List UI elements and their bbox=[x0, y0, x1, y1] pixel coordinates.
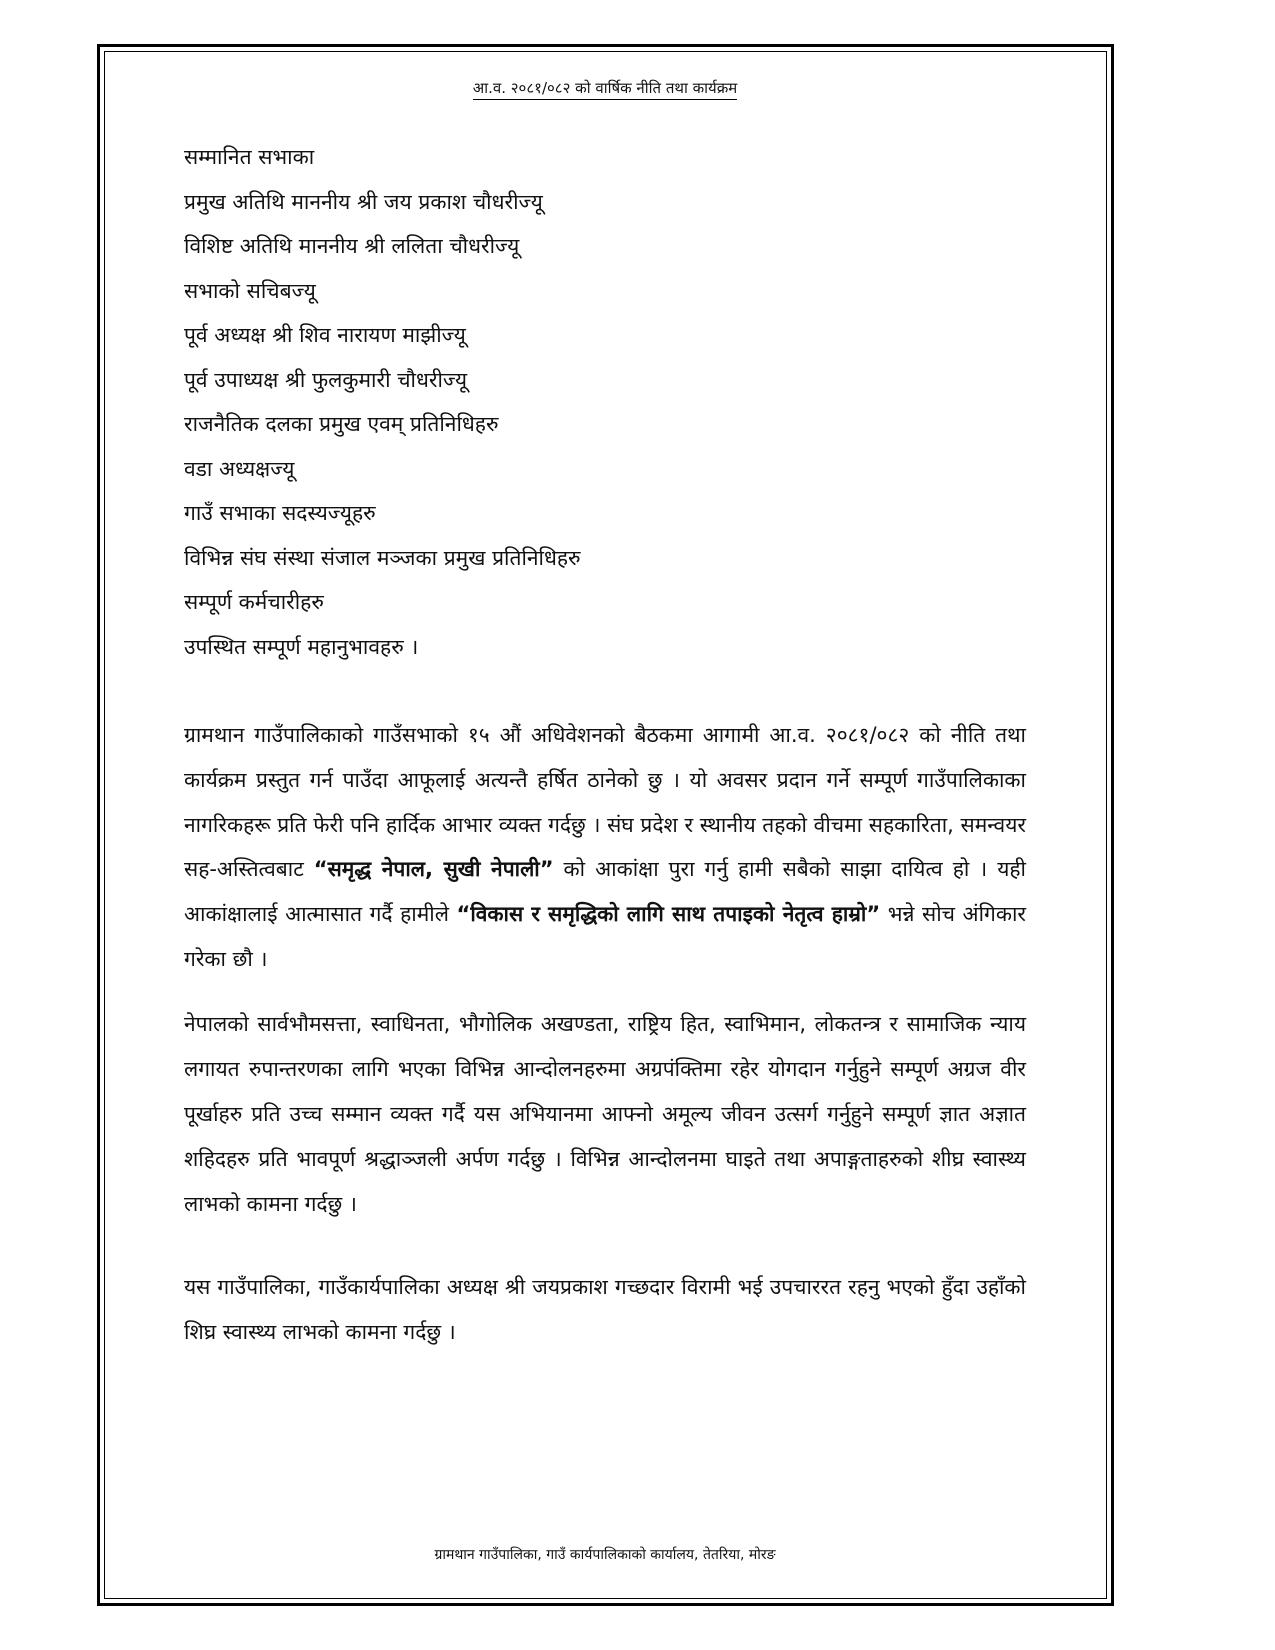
salutation-line: गाउँ सभाका सदस्यज्यूहरु bbox=[184, 501, 376, 525]
salutation-line: प्रमुख अतिथि माननीय श्री जय प्रकाश चौधरीज्यू bbox=[184, 189, 543, 214]
salutation-line: सम्पूर्ण कर्मचारीहरु bbox=[184, 590, 324, 614]
salutation-line: उपस्थित सम्पूर्ण महानुभावहरु । bbox=[184, 634, 419, 659]
salutation-line: विभिन्न संघ संस्था संजाल मञ्जका प्रमुख प्रतिनिधिहरु bbox=[184, 545, 581, 570]
paragraph-intro bbox=[184, 713, 1026, 982]
header-title: आ.व. २०८१/०८२ को वार्षिक नीति तथा कार्यक्रम bbox=[473, 79, 737, 100]
paragraph-text: भन्ने सोच अंगिकार गरेका छौ । bbox=[184, 902, 1026, 971]
salutation-line: वडा अध्यक्षज्यू bbox=[184, 456, 295, 481]
page-footer bbox=[0, 1545, 1210, 1564]
slogan-development: “विकास र समृद्धिको लागि साथ तपाइको नेतृत्व हाम्रो” bbox=[456, 902, 881, 927]
page-header bbox=[0, 78, 1210, 98]
paragraph-text: को आकांक्षा पुरा गर्नु हामी सबैको साझा दायित्व हो । यही आकांक्षालाई आत्मासात गर्दै हामीले bbox=[184, 857, 1027, 927]
paragraph-text: ग्रामथान गाउँपालिकाको गाउँसभाको १५ औं अधिवेशनको बैठकमा आगामी आ.व. २०८१/०८२ को नीति तथा कार्यक्रम प्रस्तुत गर्न पाउँदा आफूलाई अत्यन्तै हर्षित ठानेको छु । यो अवसर प्रदान गर्ने सम्पूर्ण गाउँपालिकाका नागरिकहरू प्रति फेरी पनि हार्दिक आभार व्यक्त गर्दछु । संघ प्रदेश र स्थानीय तहको वीचमा सहकारिता, समन्वयर सह-अस्तित्वबाट bbox=[184, 723, 1026, 882]
slogan-prosperous-nepal: “समृद्ध नेपाल, सुखी नेपाली” bbox=[313, 857, 554, 882]
salutation-line: सभाको सचिबज्यू bbox=[184, 278, 316, 303]
salutation-line: पूर्व उपाध्यक्ष श्री फुलकुमारी चौधरीज्यू bbox=[184, 367, 468, 392]
salutation-line: सम्मानित सभाका bbox=[184, 145, 315, 169]
salutation-line: विशिष्ट अतिथि माननीय श्री ललिता चौधरीज्यू bbox=[184, 234, 520, 258]
paragraph-tribute: नेपालको सार्वभौमसत्ता, स्वाधिनता, भौगोलिक अखण्डता, राष्ट्रिय हित, स्वाभिमान, लोकतन्त्र र सामाजिक न्याय लगायत रुपान्तरणका लागि भएका विभिन्न आन्दोलनहरुमा अग्रपंक्तिमा रहेर योगदान गर्नुहुने सम्पूर्ण अग्रज वीर पूर्खाहरु प्रति उच्च सम्मान व्यक्त गर्दै यस अभियानमा आफ्नो अमूल्य जीवन उत्सर्ग गर्नुहुने सम्पूर्ण ज्ञात अज्ञात शहिदहरु प्रति भावपूर्ण श्रद्धाञ्जली अर्पण गर्दछु । विभिन्न आन्दोलनमा घाइते तथा अपाङ्गताहरुको शीघ्र स्वास्थ्य लाभको कामना गर्दछु । bbox=[184, 1012, 1026, 1216]
paragraph-wishes: यस गाउँपालिका, गाउँकार्यपालिका अध्यक्ष श्री जयप्रकाश गच्छदार विरामी भई उपचाररत रहनु भएको हुँदा उहाँको शिघ्र स्वास्थ्य लाभको कामना गर्दछु । bbox=[184, 1275, 1026, 1344]
footer-text: ग्रामथान गाउँपालिका, गाउँ कार्यपालिकाको कार्यालय, तेतरिया, मोरङ bbox=[434, 1547, 776, 1563]
salutation-line: राजनैतिक दलका प्रमुख एवम् प्रतिनिधिहरु bbox=[184, 412, 499, 436]
salutation-line: पूर्व अध्यक्ष श्री शिव नारायण माझीज्यू bbox=[184, 323, 466, 347]
salutation-list bbox=[184, 135, 581, 669]
